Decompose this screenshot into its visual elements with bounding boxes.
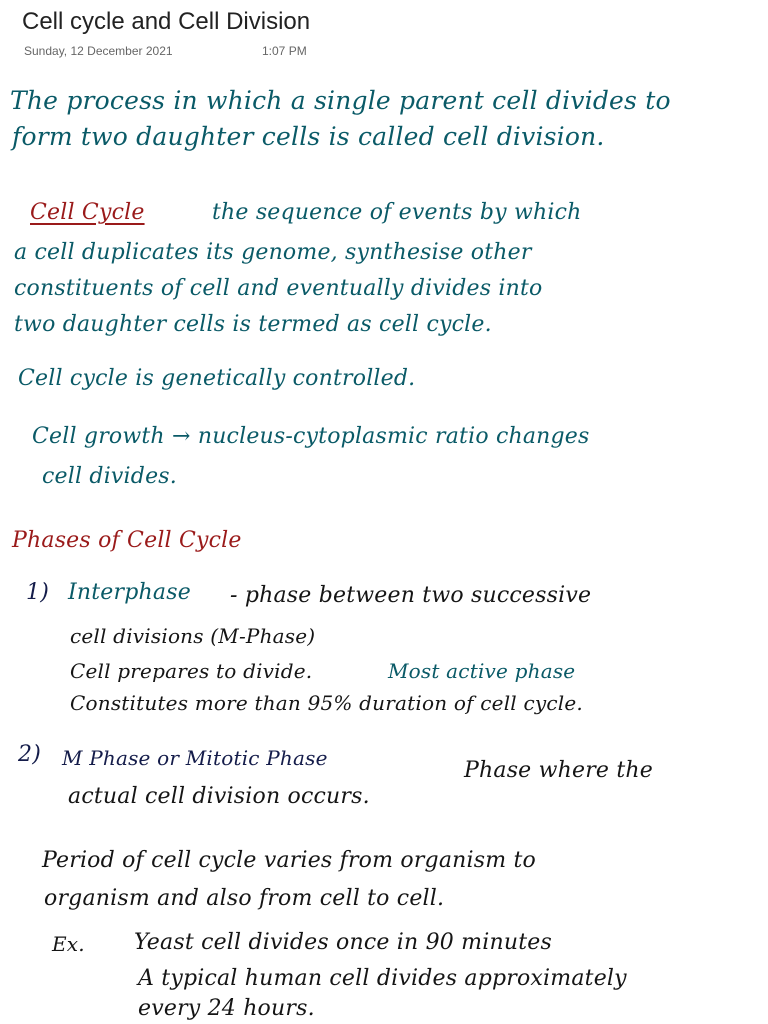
phase-1-line-2: cell divisions (M-Phase) [70,624,316,648]
period-line-2: organism and also from cell to cell. [44,886,445,911]
phase-2-number: 2) [18,742,41,767]
phase-2-line-2: actual cell division occurs. [68,784,370,809]
note-time: 1:07 PM [262,44,307,58]
example-line-3: every 24 hours. [138,996,315,1021]
page-title: Cell cycle and Cell Division [22,8,311,35]
phases-heading: Phases of Cell Cycle [12,528,242,553]
phase-1-number: 1) [26,580,49,605]
cell-cycle-term: Cell Cycle [30,200,145,225]
cell-cycle-def-4: two daughter cells is termed as cell cycle. [14,312,492,337]
cell-cycle-def-2: a cell duplicates its genome, synthesise other [14,240,532,265]
phase-1-line-3b: Most active phase [388,659,576,683]
phase-1-line-3a: Cell prepares to divide. [70,659,313,683]
note-date: Sunday, 12 December 2021 [24,44,173,58]
example-line-2: A typical human cell divides approximately [138,966,627,991]
period-line-1: Period of cell cycle varies from organism to [42,848,536,873]
phase-1-name: Interphase [68,580,191,605]
phase-1-desc: - phase between two successive [230,583,592,608]
cell-cycle-def-3: constituents of cell and eventually divides into [14,276,543,301]
example-line-1: Yeast cell divides once in 90 minutes [134,930,552,955]
phase-2-desc: Phase where the [464,758,653,783]
cell-growth-line-2: cell divides. [42,464,177,489]
cell-cycle-control: Cell cycle is genetically controlled. [18,366,416,391]
intro-line-1: The process in which a single parent cell divides to [10,86,671,115]
intro-line-2: form two daughter cells is called cell division. [12,122,605,151]
phase-2-name: M Phase or Mitotic Phase [62,746,328,770]
example-label: Ex. [52,932,85,956]
phase-1-line-4: Constitutes more than 95% duration of cell cycle. [70,691,583,715]
cell-cycle-def-1: the sequence of events by which [212,200,582,225]
cell-growth-line-1: Cell growth → nucleus-cytoplasmic ratio changes [32,424,590,449]
